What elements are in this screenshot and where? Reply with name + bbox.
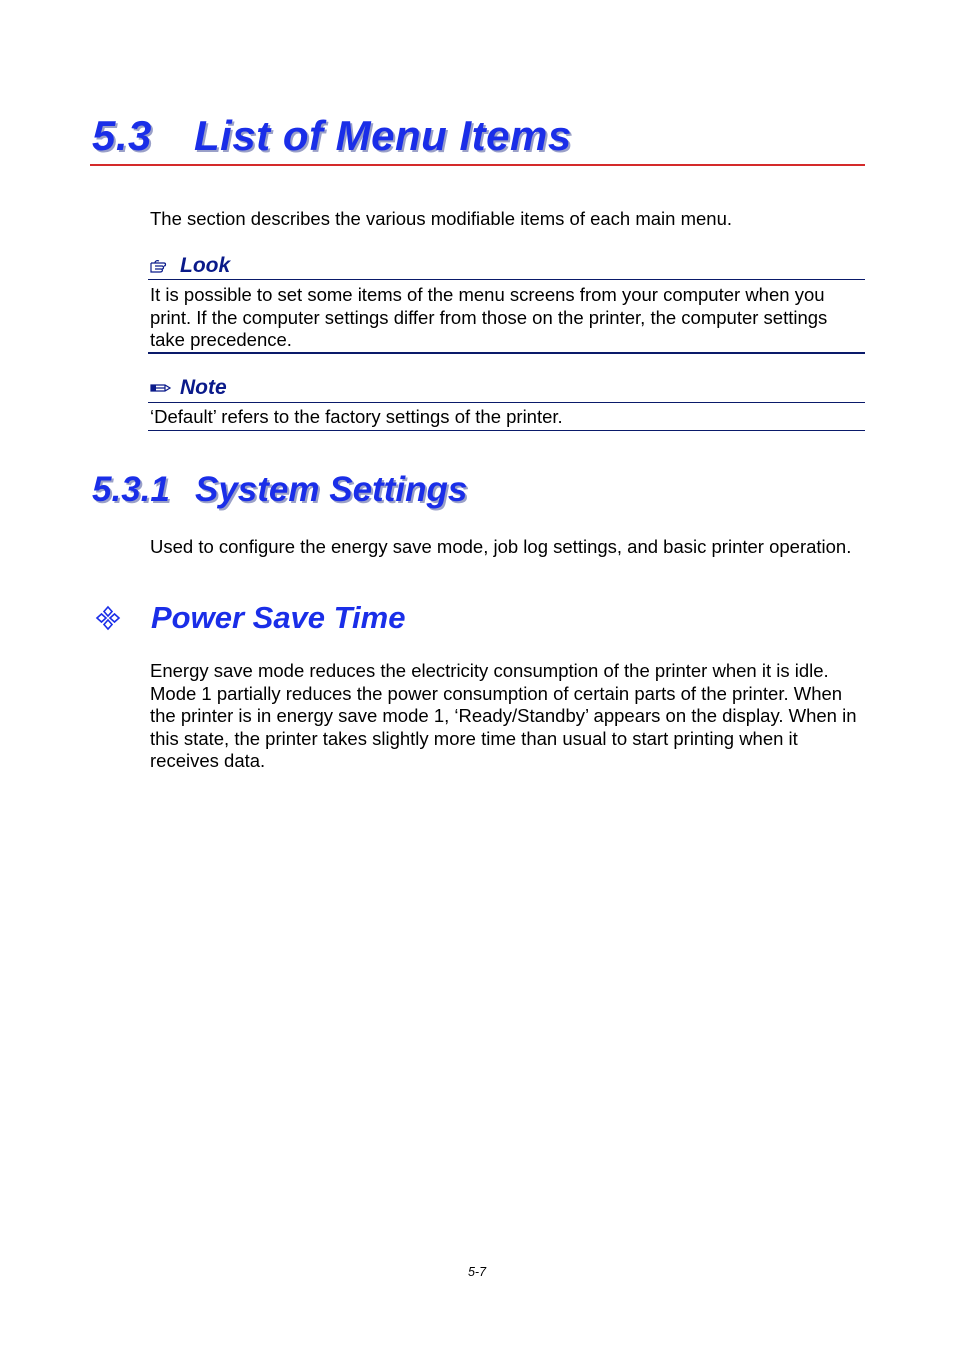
subsection-heading <box>92 470 467 510</box>
item-text: Energy save mode reduces the electricity consumption of the printer when it is idle. Mode 1 partially reduces the power consumption of certain parts of the printer. When the printer is in energy save mode 1, ‘Ready/Standby’ appears on the display. When in this state, the printer takes slightly more time than usual to start printing when it receives data. <box>150 660 857 771</box>
pointing-hand-icon <box>150 259 172 273</box>
item-heading <box>95 600 405 636</box>
look-text: It is possible to set some items of the menu screens from your computer when you print. If the computer settings differ from those on the printer, the computer settings take precedence. <box>150 284 828 350</box>
look-top-rule <box>148 279 865 280</box>
subsection-title: System Settings <box>195 470 468 509</box>
four-diamond-icon <box>95 605 121 631</box>
section-heading <box>92 112 572 160</box>
look-label: Look <box>180 254 231 277</box>
note-label: Note <box>180 376 227 399</box>
note-bottom-rule <box>148 430 865 431</box>
look-heading <box>150 254 230 278</box>
look-bottom-rule <box>148 352 865 354</box>
section-title: List of Menu Items <box>194 112 572 159</box>
section-heading-rule <box>90 164 865 166</box>
page-number: 5-7 <box>467 1265 487 1279</box>
section-intro: The section describes the various modifiable items of each main menu. <box>150 208 733 229</box>
note-text: ‘Default’ refers to the factory settings of the printer. <box>150 406 563 427</box>
note-top-rule <box>148 402 865 403</box>
subsection-intro: Used to configure the energy save mode, job log settings, and basic printer operation. <box>150 536 852 557</box>
pencil-icon <box>150 381 172 395</box>
note-heading <box>150 376 227 400</box>
item-title: Power Save Time <box>151 600 406 635</box>
subsection-number: 5.3.1 <box>92 470 170 509</box>
section-number: 5.3 <box>92 112 152 159</box>
